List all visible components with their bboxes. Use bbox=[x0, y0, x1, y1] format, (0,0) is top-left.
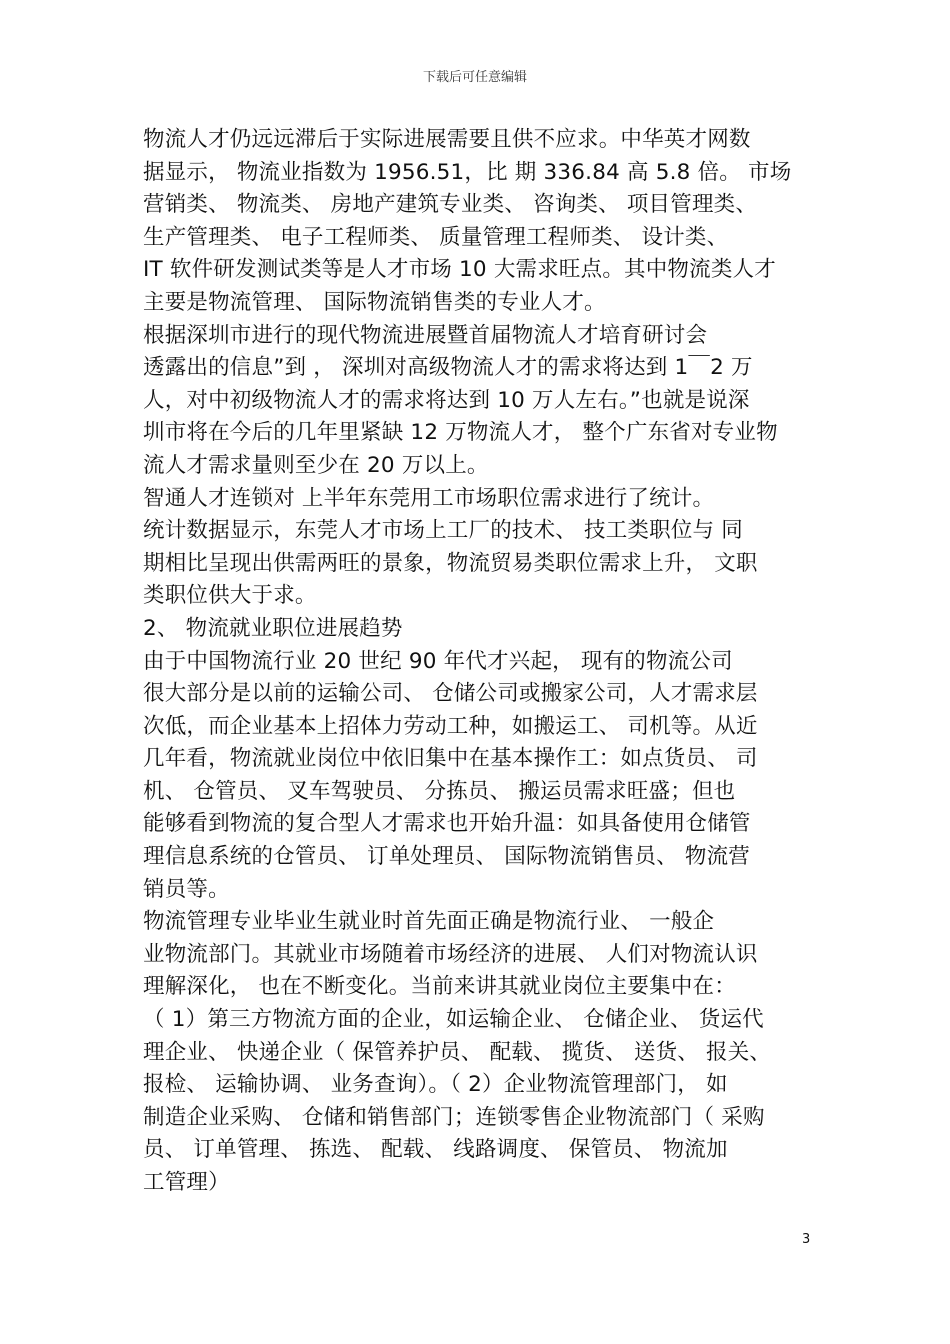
body-line: 物流管理专业毕业生就业时首先面正确是物流行业、 一般企 bbox=[143, 909, 715, 935]
body-line: 期相比呈现出供需两旺的景象，物流贸易类职位需求上升， 文职 bbox=[143, 550, 758, 576]
body-line: 类职位供大于求。 bbox=[143, 583, 317, 609]
body-line: 智通人才连锁对 上半年东莞用工市场职位需求进行了统计。 bbox=[143, 485, 715, 511]
body-line: 透露出的信息”到 ， 深圳对高级物流人才的需求将达到 1￣2 万 bbox=[143, 355, 753, 381]
body-line: 理信息系统的仓管员、 订单处理员、 国际物流销售员、 物流营 bbox=[143, 844, 751, 870]
body-line: 物流人才仍远远滞后于实际进展需要且供不应求。中华英才网数 bbox=[143, 127, 751, 152]
body-line: 能够看到物流的复合型人才需求也开始升温：如具备使用仓储管 bbox=[143, 811, 751, 837]
body-line: （ 1）第三方物流方面的企业，如运输企业、 仓储企业、 货运代 bbox=[143, 1007, 764, 1033]
body-line: 次低，而企业基本上招体力劳动工种，如搬运工、 司机等。从近 bbox=[143, 713, 758, 739]
section-heading: 2、 物流就业职位进展趋势 bbox=[143, 615, 403, 641]
body-line: 理企业、 快递企业（ 保管养护员、 配载、 揽货、 送货、 报关、 bbox=[143, 1039, 772, 1065]
page-number: 3 bbox=[802, 1232, 811, 1247]
body-line: 生产管理类、 电子工程师类、 质量管理工程师类、 设计类、 bbox=[143, 224, 729, 250]
document-body bbox=[143, 124, 823, 1200]
body-line: 据显示， 物流业指数为 1956.51，比 期 336.84 高 5.8 倍。 市场 bbox=[143, 159, 792, 185]
body-line: 机、 仓管员、 叉车驾驶员、 分拣员、 搬运员需求旺盛；但也 bbox=[143, 778, 736, 804]
body-line: IT 软件研发测试类等是人才市场 10 大需求旺点。其中物流类人才 bbox=[143, 257, 776, 283]
body-line: 工管理） bbox=[143, 1170, 230, 1195]
body-line: 销员等。 bbox=[143, 876, 230, 902]
body-line: 流人才需求量则至少在 20 万以上。 bbox=[143, 452, 489, 478]
body-line: 很大部分是以前的运输公司、 仓储公司或搬家公司，人才需求层 bbox=[143, 681, 758, 707]
body-line: 理解深化， 也在不断变化。当前来讲其就业岗位主要集中在： bbox=[143, 974, 736, 1000]
body-line: 主要是物流管理、 国际物流销售类的专业人才。 bbox=[143, 289, 606, 315]
body-line: 人，对中初级物流人才的需求将达到 10 万人左右。”也就是说深 bbox=[143, 387, 750, 413]
body-line: 圳市将在今后的几年里紧缺 12 万物流人才， 整个广东省对专业物 bbox=[143, 420, 778, 446]
body-line: 报检、 运输协调、 业务查询）。（ 2）企业物流管理部门， 如 bbox=[143, 1072, 728, 1098]
body-line: 营销类、 物流类、 房地产建筑专业类、 咨询类、 项目管理类、 bbox=[143, 192, 758, 218]
body-line: 几年看，物流就业岗位中依旧集中在基本操作工：如点货员、 司 bbox=[143, 746, 758, 772]
body-line: 根据深圳市进行的现代物流进展暨首届物流人才培育研讨会 bbox=[143, 322, 708, 348]
page-header: 下载后可任意编辑 bbox=[422, 70, 527, 85]
body-line: 由于中国物流行业 20 世纪 90 年代才兴起， 现有的物流公司 bbox=[143, 648, 733, 674]
body-line: 统计数据显示，东莞人才市场上工厂的技术、 技工类职位与 同 bbox=[143, 518, 743, 544]
body-line: 员、 订单管理、 拣选、 配载、 线路调度、 保管员、 物流加 bbox=[143, 1137, 728, 1163]
body-line: 制造企业采购、 仓储和销售部门；连锁零售企业物流部门（ 采购 bbox=[143, 1104, 765, 1130]
body-line: 业物流部门。其就业市场随着市场经济的进展、 人们对物流认识 bbox=[143, 941, 758, 967]
